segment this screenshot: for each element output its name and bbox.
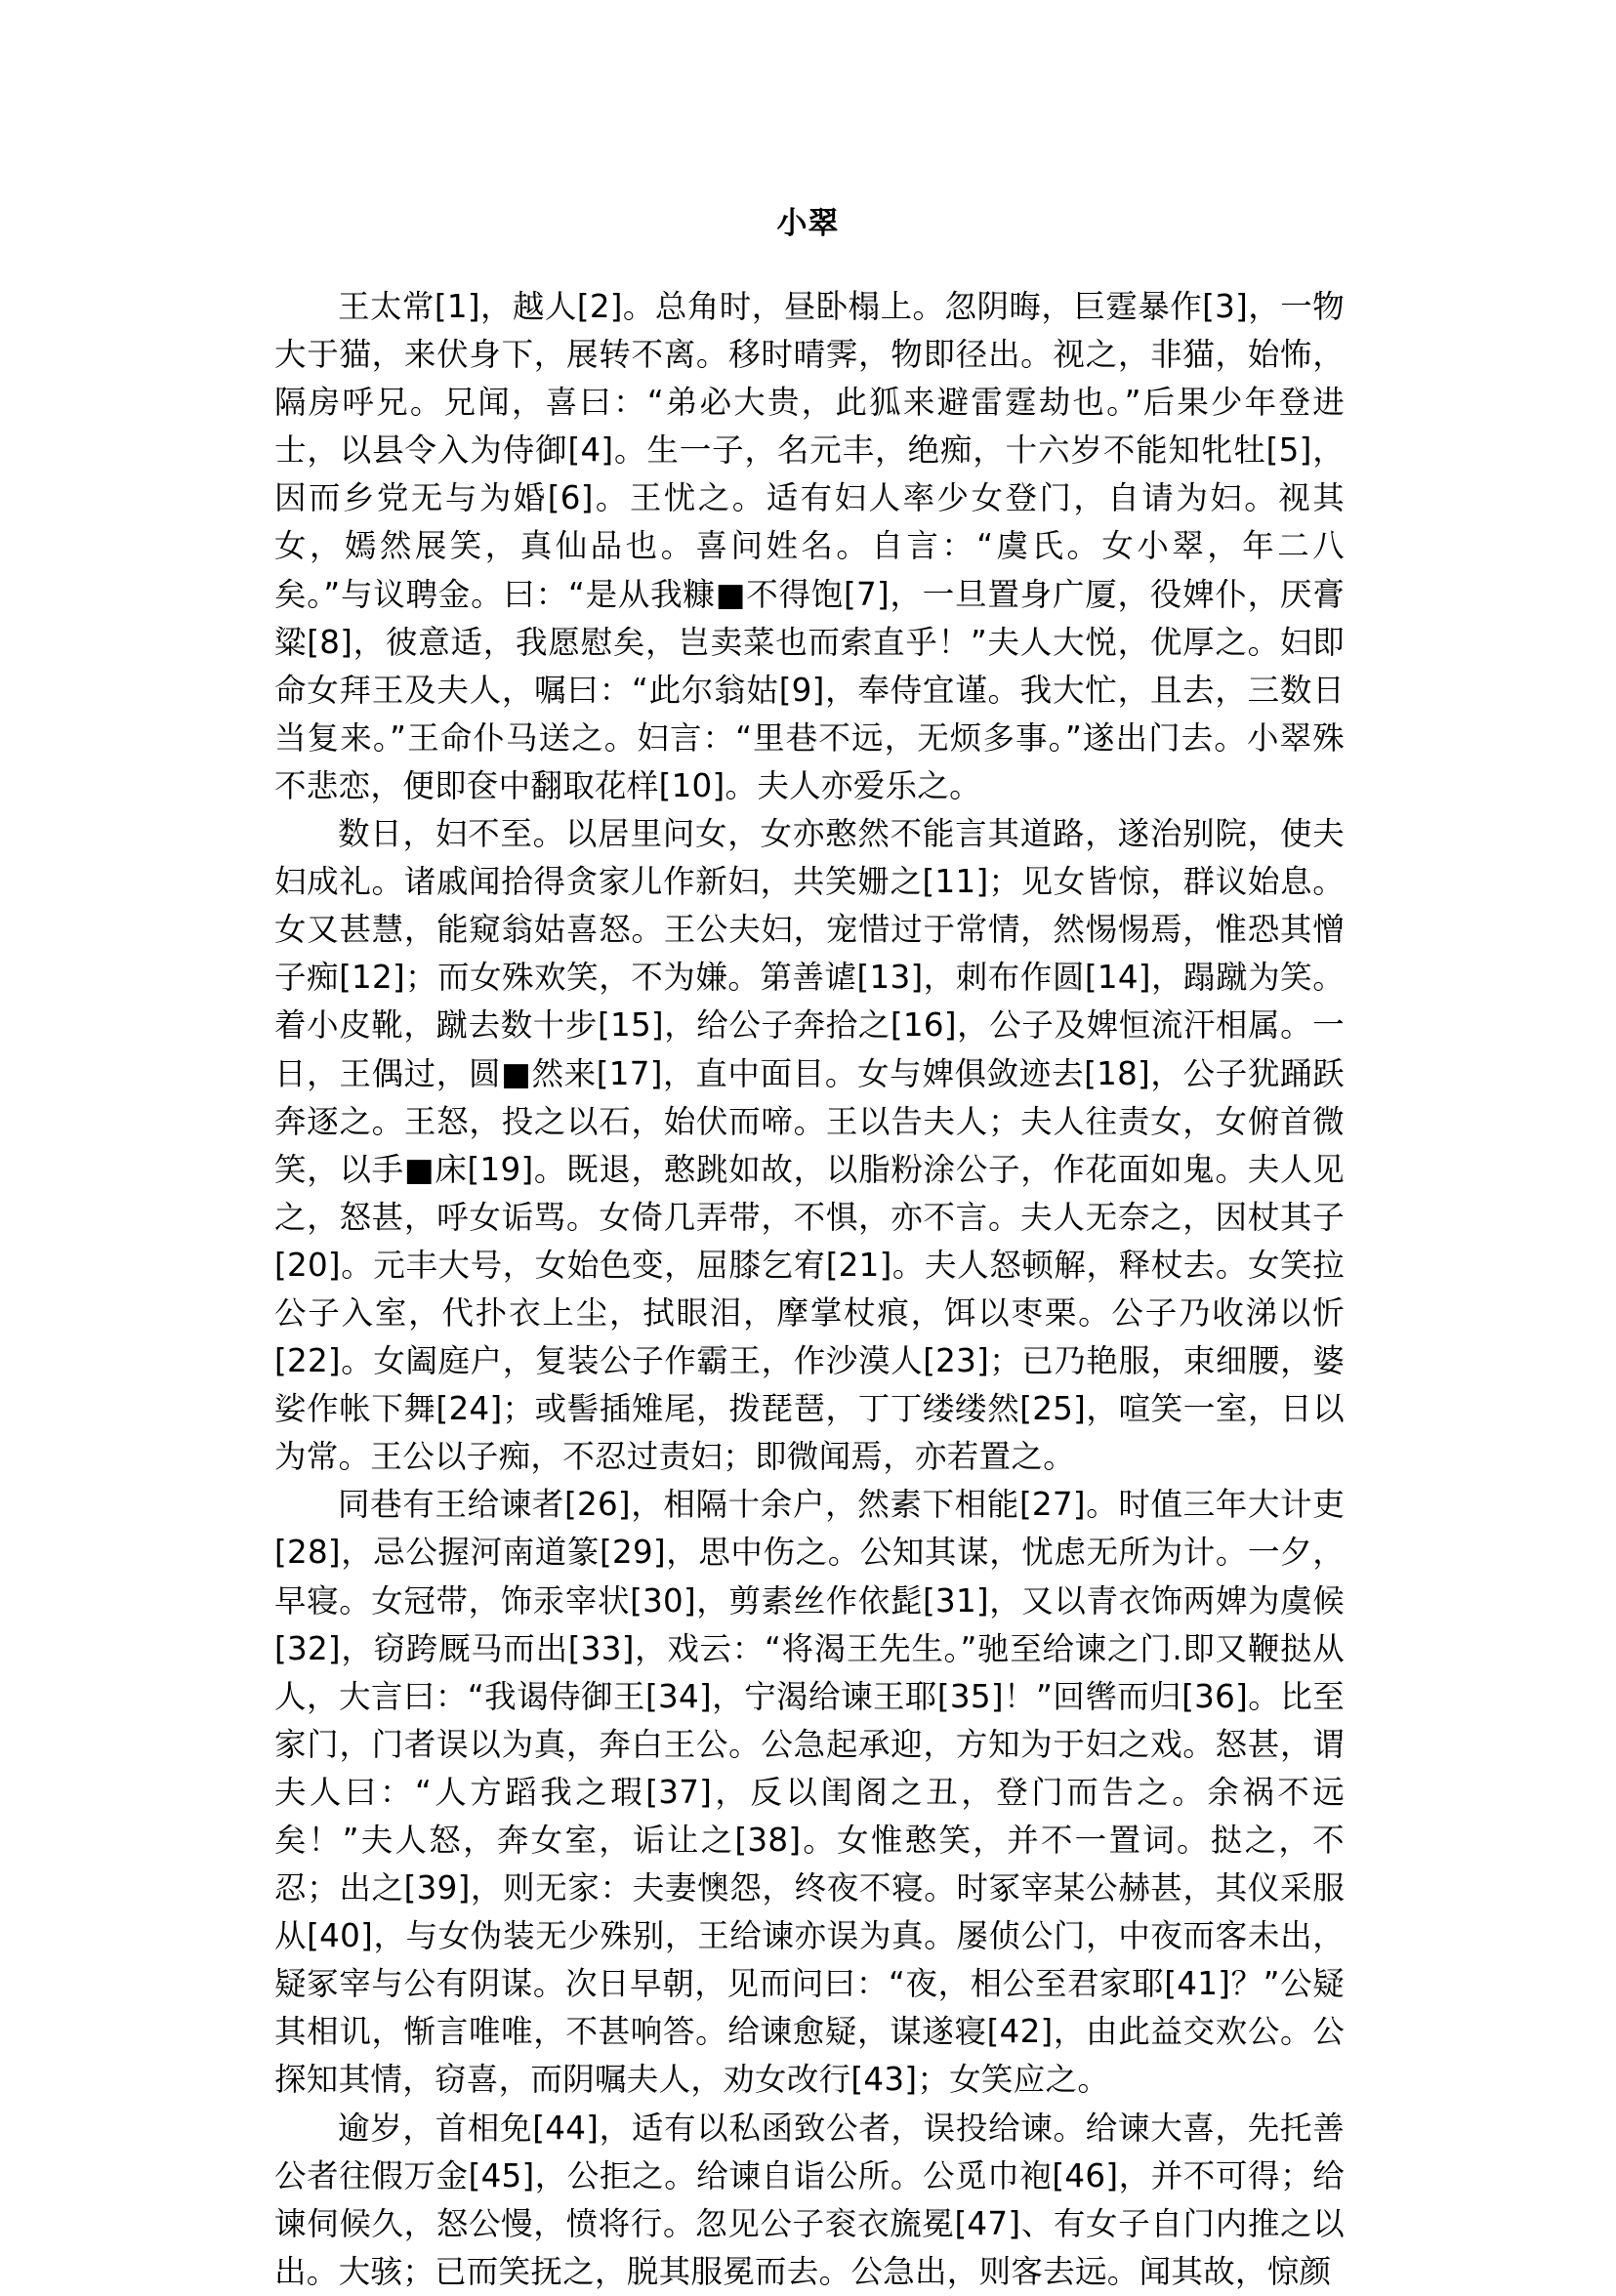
paragraph: 同巷有王给谏者[26]，相隔十余户，然素下相能[27]。时值三年大计吏[28]，忌公握河南道篆[29]，思中伤之。公知其谋，忧虑无所为计。一夕，早寝。女冠带，饰汞宰状[30]，剪素丝作依髭[31]，又以青衣饰两婢为虞候[32]，窃跨厩马而出[33]，戏云：“将渴王先生。”驰至给谏之门.即又鞭挞从人，大言曰：“我谒侍御王[34]，宁渴给谏王耶[35]！”回辔而归[36]。比至家门，门者误以为真，奔白王公。公急起承迎，方知为于妇之戏。怒甚，谓夫人曰：“人方蹈我之瑕[37]，反以闺阁之丑，登门而告之。余祸不远矣！”夫人怒，奔女室，诟让之[38]。女惟憨笑，并不一置词。挞之，不忍；出之[39]，则无家：夫妻懊怨，终夜不寝。时冢宰某公赫甚，其仪采服从[40]，与女伪装无少殊别，王给谏亦误为真。屡侦公门，中夜而客未出，疑冢宰与公有阴谋。次日早朝，见而问曰：“夜，相公至君家耶[41]？”公疑其相讥，惭言唯唯，不甚响答。给谏愈疑，谋遂寝[42]，由此益交欢公。公探知其情，窃喜，而阴嘱夫人，劝女改行[43]；女笑应之。 xyxy=(274,1486,1345,2099)
document-body xyxy=(274,283,1345,2296)
paragraph: 数日，妇不至。以居里问女，女亦憨然不能言其道路，遂治别院，使夫妇成礼。诸戚闻拾得贪家儿作新妇，共笑姗之[11]；见女皆惊，群议始息。女又甚慧，能窥翁姑喜怒。王公夫妇，宠惜过于常情，然惕惕焉，惟恐其憎子痴[12]；而女殊欢笑，不为嫌。第善谑[13]，刺布作圆[14]，蹋蹴为笑。着小皮靴，蹴去数十步[15]，给公子奔拾之[16]，公子及婢恒流汗相属。一日，王偶过，圆■然来[17]，直中面目。女与婢俱敛迹去[18]，公子犹踊跃奔逐之。王怒，投之以石，始伏而啼。王以告夫人；夫人往责女，女俯首微笑，以手■床[19]。既退，憨跳如故，以脂粉涂公子，作花面如鬼。夫人见之，怒甚，呼女诟骂。女倚几弄带，不惧，亦不言。夫人无奈之，因杖其子[20]。元丰大号，女始色变，屈膝乞宥[21]。夫人怒顿解，释杖去。女笑拉公子入室，代扑衣上尘，拭眼泪，摩掌杖痕，饵以枣栗。公子乃收涕以忻[22]。女阖庭户，复装公子作霸王，作沙漠人[23]；已乃艳服，束细腰，婆娑作帐下舞[24]；或髻插雉尾，拨琵琶，丁丁缕缕然[25]，喧笑一室，日以为常。王公以子痴，不忍过责妇；即微闻焉，亦若置之。 xyxy=(274,815,1345,1476)
document-title: 小翠 xyxy=(776,206,840,241)
paragraph: 王太常[1]，越人[2]。总角时，昼卧榻上。忽阴晦，巨霆暴作[3]，一物大于猫，来伏身下，展转不离。移时晴霁，物即径出。视之，非猫，始怖，隔房呼兄。兄闻，喜曰：“弟必大贵，此狐来避雷霆劫也。”后果少年登进士，以县令入为侍御[4]。生一子，名元丰，绝痴，十六岁不能知牝牡[5]，因而乡党无与为婚[6]。王忧之。适有妇人率少女登门，自请为妇。视其女，嫣然展笑，真仙品也。喜问姓名。自言：“虞氏。女小翠，年二八矣。”与议聘金。曰：“是从我糠■不得饱[7]，一旦置身广厦，役婢仆，厌膏粱[8]，彼意适，我愿慰矣，岂卖菜也而索直乎！”夫人大悦，优厚之。妇即命女拜王及夫人，嘱曰：“此尔翁姑[9]，奉侍宜谨。我大忙，且去，三数日当复来。”王命仆马送之。妇言：“里巷不远，无烦多事。”遂出门去。小翠殊不悲恋，便即奁中翻取花样[10]。夫人亦爱乐之。 xyxy=(274,288,1345,804)
paragraph: 逾岁，首相免[44]，适有以私函致公者，误投给谏。给谏大喜，先托善公者往假万金[45]，公拒之。给谏自诣公所。公觅巾袍[46]，并不可得；给谏伺候久，怒公慢，愤将行。忽见公子衮衣旒冕[47]、有女子自门内推之以出。大骇；已而笑抚之，脱其服冕而去。公急出，则客去远。闻其故，惊颜 xyxy=(274,2109,1345,2290)
